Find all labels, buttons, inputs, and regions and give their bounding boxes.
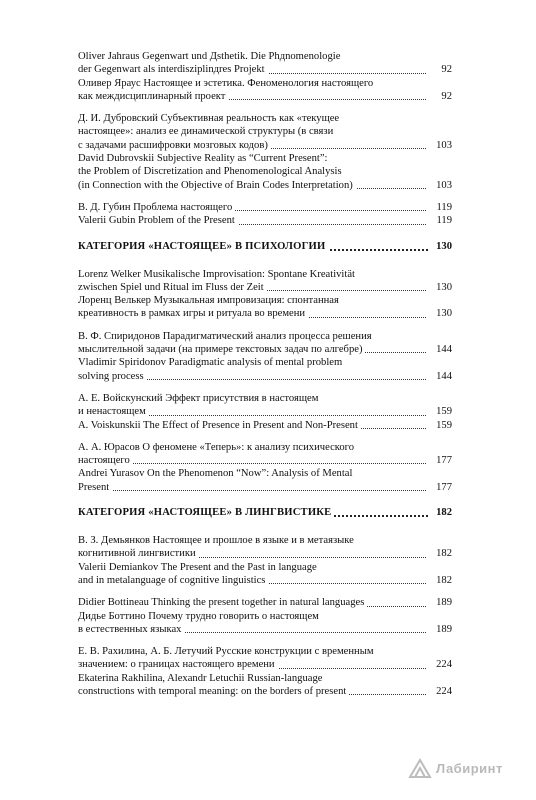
toc-line-text: Lorenz Welker Musikalische Improvisation: Spontane Kreativität	[78, 269, 358, 280]
toc-line	[78, 610, 452, 623]
toc-entry	[78, 534, 452, 587]
toc-line	[78, 596, 452, 609]
toc-line	[78, 330, 452, 343]
toc-line-text: мыслительной задачи (на примере текстовых задач по алгебре)	[78, 344, 365, 355]
toc-line-text: А. А. Юрасов О феномене «Теперь»: к анализу психического	[78, 442, 357, 453]
toc-line	[78, 50, 452, 63]
toc-line	[78, 343, 452, 356]
toc-line-text: креативность в рамках игры и ритуала во времени	[78, 308, 308, 319]
toc-line	[78, 561, 452, 574]
table-of-contents	[78, 50, 452, 707]
toc-page-number: 103	[433, 179, 452, 192]
toc-page-number: 144	[433, 343, 452, 356]
toc-entry	[78, 330, 452, 383]
toc-page-number: 130	[433, 307, 452, 320]
toc-line-text: настоящее»: анализ ее динамической структуры (в связи	[78, 126, 336, 137]
toc-line-text: zwischen Spiel und Ritual im Fluss der Zeit	[78, 282, 267, 293]
section-title: КАТЕГОРИЯ «НАСТОЯЩЕЕ» В ПСИХОЛОГИИ	[78, 241, 328, 252]
toc-line-text: Ekaterina Rakhilina, Alexandr Letuchii Russian-language	[78, 673, 325, 684]
toc-line-text: Present	[78, 482, 112, 493]
toc-entry	[78, 112, 452, 192]
toc-page-number: 224	[433, 658, 452, 671]
toc-line-text: А. Е. Войскунский Эффект присутствия в настоящем	[78, 393, 321, 404]
toc-page-number: 92	[438, 63, 452, 76]
toc-page-number: 103	[433, 139, 452, 152]
toc-line	[78, 294, 452, 307]
toc-line	[78, 534, 452, 547]
toc-line-text: Д. И. Дубровский Субъективная реальность как «текущее	[78, 113, 342, 124]
toc-page-number: 119	[434, 201, 453, 214]
toc-line	[78, 392, 452, 405]
toc-line-text: A. Voiskunskii The Effect of Presence in Present and Non-Present	[78, 420, 361, 431]
toc-line-text: В. З. Демьянков Настоящее и прошлое в языке и в метаязыке	[78, 535, 357, 546]
toc-line	[78, 112, 452, 125]
toc-entry	[78, 596, 452, 636]
toc-line-text: Valerii Gubin Problem of the Present	[78, 215, 238, 226]
toc-line	[78, 281, 452, 294]
toc-line-text: когнитивной лингвистики	[78, 548, 199, 559]
toc-line	[78, 179, 452, 192]
toc-page-number: 177	[433, 454, 452, 467]
toc-line	[78, 405, 452, 418]
toc-line-text: Valerii Demiankov The Present and the Past in language	[78, 562, 320, 573]
toc-entry	[78, 201, 452, 228]
toc-page-number: 182	[433, 574, 452, 587]
section-heading	[78, 240, 452, 254]
toc-line-text: Vladimir Spiridonov Paradigmatic analysis of mental problem	[78, 357, 345, 368]
toc-line-text: Оливер Яраус Настоящее и эстетика. Феноменология настоящего	[78, 78, 376, 89]
toc-line	[78, 419, 452, 432]
toc-line	[78, 201, 452, 214]
toc-line-text: solving process	[78, 371, 147, 382]
toc-page-number: 159	[433, 419, 452, 432]
section-page-number: 130	[433, 240, 452, 254]
toc-entry	[78, 441, 452, 494]
toc-line	[78, 307, 452, 320]
toc-line	[78, 356, 452, 369]
toc-page-number: 177	[433, 481, 452, 494]
section-page-number: 182	[433, 506, 452, 520]
toc-line	[78, 152, 452, 165]
toc-entry	[78, 645, 452, 698]
section-heading	[78, 506, 452, 520]
toc-line-text: der Gegenwart als interdisziplinдres Projekt	[78, 64, 268, 75]
toc-line-text: с задачами расшифровки мозговых кодов)	[78, 140, 271, 151]
toc-line	[78, 214, 452, 227]
watermark-label: Лабиринт	[436, 760, 503, 776]
toc-line	[78, 547, 452, 560]
toc-entry	[78, 50, 452, 103]
toc-line	[78, 139, 452, 152]
toc-page-number: 92	[438, 90, 452, 103]
toc-line	[78, 77, 452, 90]
toc-line-text: как междисциплинарный проект	[78, 91, 228, 102]
toc-line	[78, 574, 452, 587]
toc-page-number: 182	[433, 547, 452, 560]
toc-line-text: Дидье Боттино Почему трудно говорить о настоящем	[78, 611, 322, 622]
toc-line-text: David Dubrovskii Subjective Reality as “Current Present”:	[78, 153, 331, 164]
toc-page-number: 159	[433, 405, 452, 418]
toc-line	[78, 623, 452, 636]
toc-entry	[78, 268, 452, 321]
toc-line-text: В. Д. Губин Проблема настоящего	[78, 202, 235, 213]
toc-line-text: значением: о границах настоящего времени	[78, 659, 278, 670]
toc-entry	[78, 392, 452, 432]
toc-line-text: в естественных языках	[78, 624, 184, 635]
toc-line-text: настоящего	[78, 455, 133, 466]
labirint-watermark	[408, 754, 518, 782]
toc-page-number: 224	[433, 685, 452, 698]
toc-page-number: 189	[433, 596, 452, 609]
toc-line-text: Oliver Jahraus Gegenwart und Дsthetik. Die Phдnomenologie	[78, 51, 343, 62]
toc-line	[78, 685, 452, 698]
toc-line	[78, 645, 452, 658]
toc-line-text: constructions with temporal meaning: on the borders of present	[78, 686, 349, 697]
toc-line	[78, 672, 452, 685]
toc-line-text: Didier Bottineau Thinking the present together in natural languages	[78, 597, 367, 608]
toc-line	[78, 125, 452, 138]
toc-line-text: Е. В. Рахилина, А. Б. Летучий Русские конструкции с временным	[78, 646, 377, 657]
section-title: КАТЕГОРИЯ «НАСТОЯЩЕЕ» В ЛИНГВИСТИКЕ	[78, 507, 334, 518]
toc-page-number: 189	[433, 623, 452, 636]
toc-line	[78, 63, 452, 76]
toc-line-text: В. Ф. Спиридонов Парадигматический анализ процесса решения	[78, 331, 375, 342]
toc-line-text: Лоренц Велькер Музыкальная импровизация: спонтанная	[78, 295, 342, 306]
toc-line	[78, 658, 452, 671]
toc-line-text: the Problem of Discretization and Phenomenological Analysis	[78, 166, 345, 177]
toc-line	[78, 441, 452, 454]
toc-page-number: 119	[434, 214, 453, 227]
toc-line-text: and in metalanguage of cognitive linguistics	[78, 575, 268, 586]
toc-line	[78, 370, 452, 383]
toc-line-text: и ненастоящем	[78, 406, 149, 417]
toc-line	[78, 467, 452, 480]
toc-page-number: 130	[433, 281, 452, 294]
toc-line-text: Andrei Yurasov On the Phenomenon “Now”: Analysis of Mental	[78, 468, 355, 479]
toc-line	[78, 268, 452, 281]
toc-line	[78, 454, 452, 467]
toc-line	[78, 481, 452, 494]
toc-line-text: (in Connection with the Objective of Brain Codes Interpretation)	[78, 180, 356, 191]
toc-line	[78, 90, 452, 103]
toc-line	[78, 165, 452, 178]
toc-page-number: 144	[433, 370, 452, 383]
labyrinth-logo-icon	[408, 757, 432, 779]
